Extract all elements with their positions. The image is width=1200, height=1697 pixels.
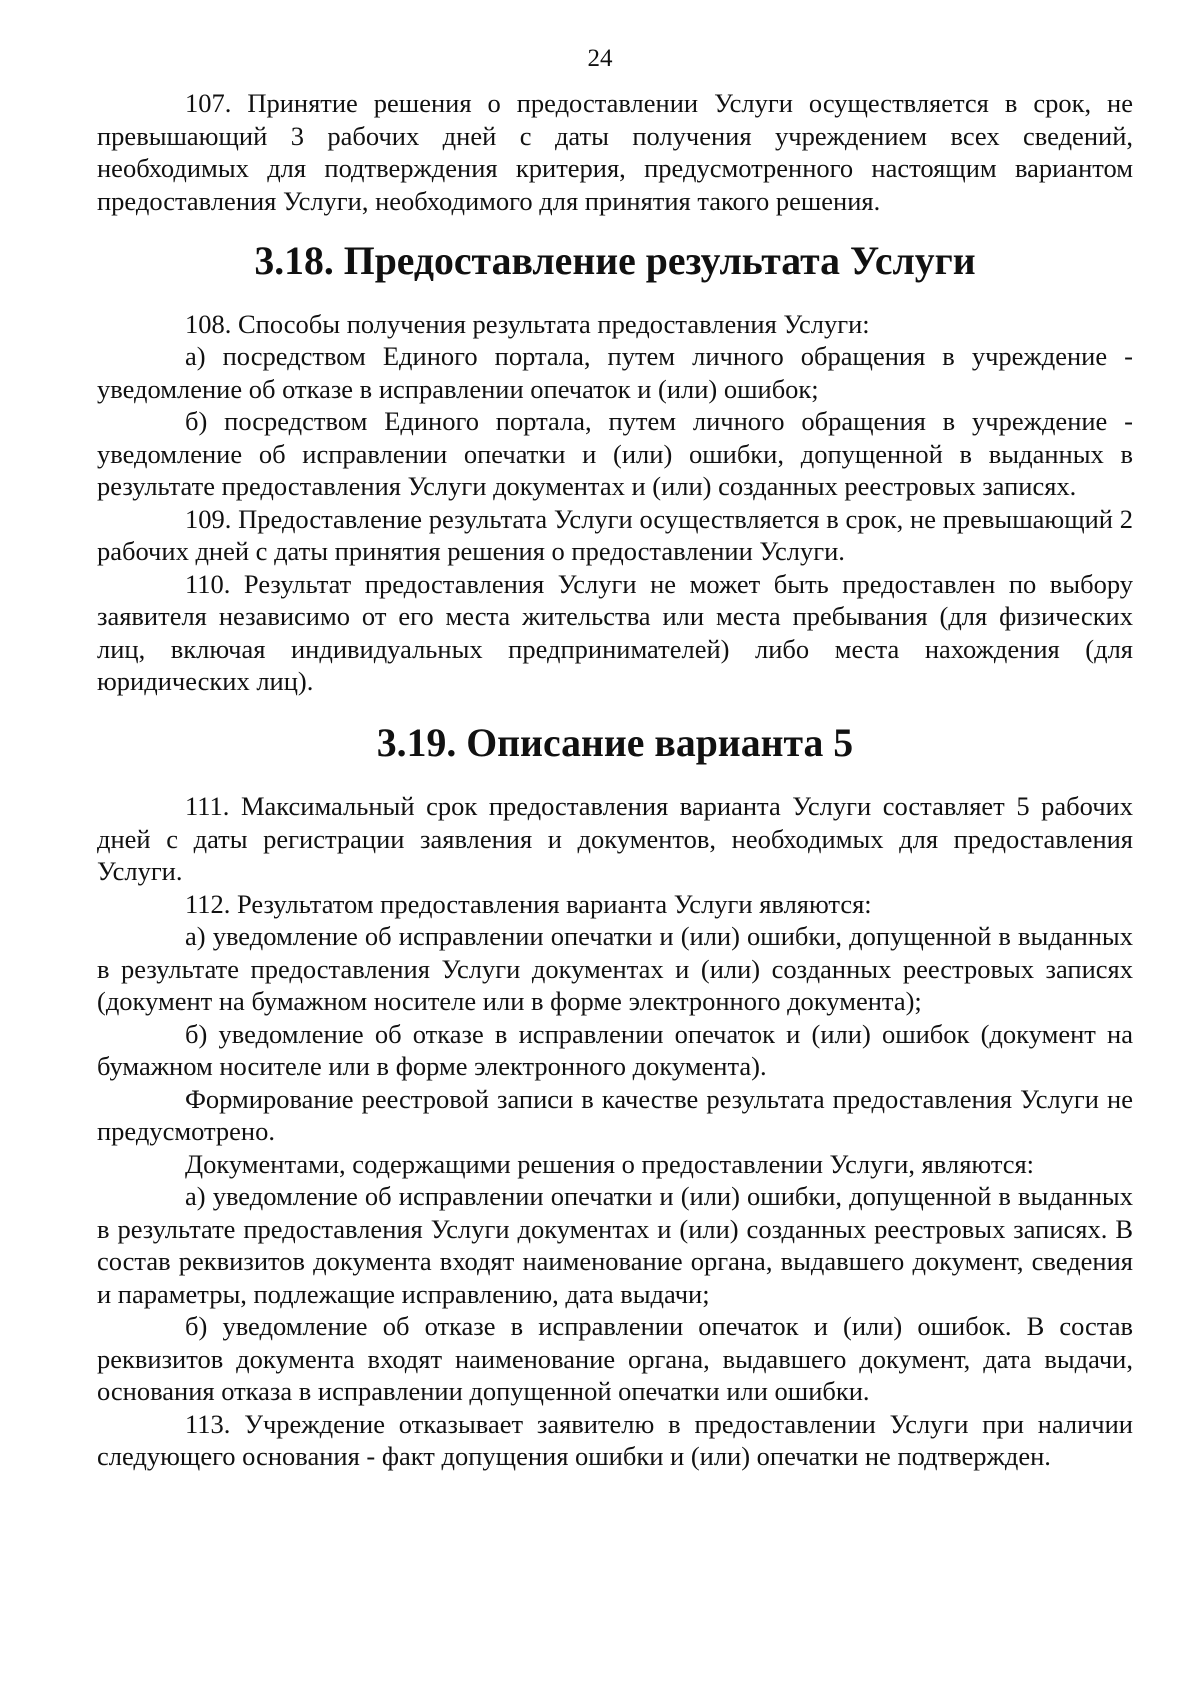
page-number: 24	[587, 45, 613, 72]
paragraph-109: 109. Предоставление результата Услуги осуществляется в срок, не превышающий 2 рабочих дней с даты принятия решения о предоставлении Услуги.	[97, 503, 1133, 566]
paragraph-110: 110. Результат предоставления Услуги не может быть предоставлен по выбору заявителя независимо от его места жительства или места пребывания (для физических лиц, включая индивидуальных предпринимателей) либо места нахождения (для юридических лиц).	[97, 568, 1133, 696]
section-heading-3-19: 3.19. Описание варианта 5	[376, 720, 854, 765]
paragraph-112-b: б) уведомление об отказе в исправлении опечаток и (или) ошибок (документ на бумажном носителе или в форме электронного документа).	[97, 1018, 1133, 1081]
paragraph-112: 112. Результатом предоставления варианта Услуги являются:	[185, 888, 872, 919]
paragraph-108: 108. Способы получения результата предоставления Услуги:	[185, 308, 870, 339]
paragraph-decision-documents-b: б) уведомление об отказе в исправлении опечаток и (или) ошибок. В состав реквизитов документа входят наименование органа, выдавшего документ, дата выдачи, основания отказа в исправлении допущенной опечатки или ошибки.	[97, 1311, 1133, 1406]
section-heading-3-18: 3.18. Предоставление результата Услуги	[254, 239, 976, 283]
paragraph-registry-record: Формирование реестровой записи в качестве результата предоставления Услуги не предусмотрено.	[97, 1083, 1133, 1146]
paragraph-108-b: б) посредством Единого портала, путем личного обращения в учреждение - уведомление об исправлении опечатки и (или) ошибки, допущенной в выданных в результате предоставления Услуги документах и (или) созданных реестровых записях.	[97, 406, 1133, 501]
paragraph-107: 107. Принятие решения о предоставлении Услуги осуществляется в срок, не превышающий 3 рабочих дней с даты получения учреждением всех сведений, необходимых для подтверждения критерия, предусмотренного настоящим вариантом предоставления Услуги, необходимого для принятия такого решения.	[97, 88, 1133, 216]
paragraph-112-a: а) уведомление об исправлении опечатки и (или) ошибки, допущенной в выданных в результате предоставления Услуги документах и (или) созданных реестровых записях (документ на бумажном носителе или в форме электронного документа);	[97, 921, 1133, 1016]
paragraph-111: 111. Максимальный срок предоставления варианта Услуги составляет 5 рабочих дней с даты регистрации заявления и документов, необходимых для предоставления Услуги.	[97, 791, 1133, 886]
paragraph-113: 113. Учреждение отказывает заявителю в предоставлении Услуги при наличии следующего основания - факт допущения ошибки и (или) опечатки не подтвержден.	[97, 1408, 1133, 1471]
document-body	[97, 87, 1133, 1473]
paragraph-decision-documents: Документами, содержащими решения о предоставлении Услуги, являются:	[185, 1148, 1035, 1179]
paragraph-decision-documents-a: а) уведомление об исправлении опечатки и (или) ошибки, допущенной в выданных в результате предоставления Услуги документах и (или) созданных реестровых записях. В состав реквизитов документа входят наименование органа, выдавшего документ, сведения и параметры, подлежащие исправлению, дата выдачи;	[97, 1181, 1133, 1309]
paragraph-108-a: а) посредством Единого портала, путем личного обращения в учреждение - уведомление об отказе в исправлении опечаток и (или) ошибок;	[97, 341, 1133, 404]
